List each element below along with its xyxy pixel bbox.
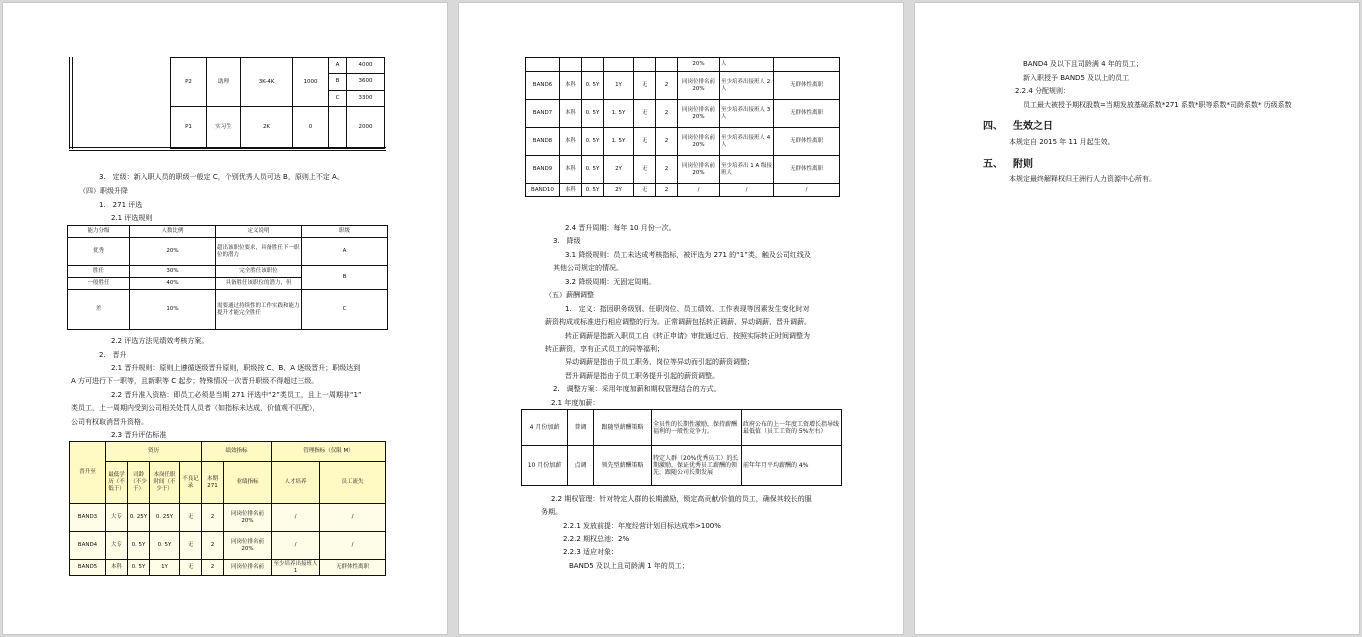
table-cell: 0. 25Y bbox=[150, 504, 180, 532]
table-cell bbox=[774, 58, 840, 72]
table-cell: A bbox=[329, 58, 347, 74]
table-cell: 无 bbox=[180, 532, 202, 560]
table-cell: 同岗位排名前 20% bbox=[678, 156, 720, 184]
table-cell: 需要通过持续性的工作实践和能力提升才能完全胜任 bbox=[216, 290, 302, 330]
paragraph: 转正调薪是指新入职员工自《转正申请》审批通过后，按照实际转正时间调整为 bbox=[565, 332, 810, 340]
table-cell: 4000 bbox=[347, 58, 385, 74]
table-cell: / bbox=[272, 532, 320, 560]
paragraph: 晋升调薪是指由于员工职务提升引起的薪资调整。 bbox=[565, 372, 719, 380]
document-page-1 bbox=[2, 2, 448, 635]
table-cell: / bbox=[272, 504, 320, 532]
table-cell: 3600 bbox=[347, 74, 385, 90]
table-cell: 2Y bbox=[604, 156, 634, 184]
table-cell: A bbox=[302, 238, 388, 266]
table-cell: 政府公布的上一年度工资增长指导线最低值（员工工资的 5%左右） bbox=[742, 410, 842, 446]
paragraph: 2. 调整方案：采用年度加薪和期权管理结合的方式。 bbox=[553, 385, 721, 393]
table-cell: 0 bbox=[293, 107, 329, 149]
section-number: 四、 bbox=[983, 121, 1003, 132]
paragraph: 2.2.3 适应对象： bbox=[563, 548, 619, 556]
table-cell: 3300 bbox=[347, 90, 385, 106]
table-cell: 无 bbox=[634, 184, 656, 197]
table-cell: 本科 bbox=[560, 128, 582, 156]
table-cell: 同岗位排名前 20% bbox=[224, 504, 272, 532]
table-cell: 本科 bbox=[560, 156, 582, 184]
paragraph: 本规定自 2015 年 11 月起生效。 bbox=[1009, 138, 1115, 146]
table-cell: 至少培养出接班人 1 bbox=[273, 560, 318, 574]
table-cell: 2 bbox=[656, 128, 678, 156]
table-header: 资历 bbox=[106, 442, 202, 462]
table-cell: 2000 bbox=[347, 107, 385, 149]
table-cell: 1Y bbox=[150, 560, 180, 576]
table-cell: BAND7 bbox=[526, 100, 560, 128]
paragraph: 2. 晋升 bbox=[99, 351, 127, 359]
table-cell: C bbox=[302, 290, 388, 330]
table-cell: 2 bbox=[202, 532, 224, 560]
table-cell: B bbox=[329, 74, 347, 90]
table-header: 本期 271 bbox=[202, 462, 224, 504]
table-cell: 至少培养出接班人 3 人 bbox=[720, 100, 774, 128]
table-cell: 前年年月平均薪酬的 4% bbox=[742, 446, 842, 486]
document-page-2 bbox=[458, 2, 904, 635]
paragraph: BAND5 及以上且司龄满 1 年的员工； bbox=[569, 562, 689, 570]
table-cell: 本科 bbox=[560, 72, 582, 100]
paragraph: 2.2.1 发放前提：年度经营计划目标达成率>100% bbox=[563, 522, 721, 530]
paragraph: 2.1 晋升规则：原则上遵循逐级晋升原则，职级按 C、B、A 逐级晋升；职级达到 bbox=[111, 364, 361, 372]
table-cell: / bbox=[774, 184, 840, 197]
table-cell: 2 bbox=[656, 100, 678, 128]
table-cell: BAND6 bbox=[526, 72, 560, 100]
table-cell: 无群体性离职 bbox=[774, 156, 840, 184]
table-border-left bbox=[69, 57, 73, 149]
paragraph: 2.2.4 分配规则： bbox=[1015, 87, 1071, 95]
table-header: 人数比例 bbox=[130, 226, 216, 238]
table-cell: 2 bbox=[202, 504, 224, 532]
table-cell: 同岗位排名前 bbox=[224, 560, 272, 576]
paragraph: 2.4 晋升周期：每年 10 月份一次。 bbox=[565, 224, 676, 232]
table-cell: 一般胜任 bbox=[68, 278, 130, 290]
table-cell: 10 月份加薪 bbox=[522, 446, 568, 486]
table-cell: 0. 5Y bbox=[582, 128, 604, 156]
table-cell: 1. 5Y bbox=[604, 100, 634, 128]
paragraph: 其他公司规定的情况。 bbox=[553, 264, 623, 272]
table-cell: 2Y bbox=[604, 184, 634, 197]
table-cell: 2 bbox=[656, 156, 678, 184]
table-cell: 本科 bbox=[106, 560, 128, 576]
paragraph: 2.2 晋升准入资格：即员工必须是当期 271 评选中“2”类员工，且上一周期非“1” bbox=[111, 391, 362, 399]
table-cell: 1Y bbox=[604, 72, 634, 100]
section-heading: 生效之日 bbox=[1013, 121, 1053, 132]
table-header: 业绩指标 bbox=[224, 462, 272, 504]
document-page-3 bbox=[914, 2, 1360, 635]
table-cell bbox=[656, 58, 678, 72]
table-cell: 同岗位排名前 20% bbox=[678, 128, 720, 156]
section-heading: 附则 bbox=[1013, 159, 1033, 170]
paragraph: 2.3 晋升评估标准 bbox=[111, 431, 167, 439]
table-cell: 0. 5Y bbox=[582, 72, 604, 100]
table-header: 本岗任职时间（不少于） bbox=[150, 462, 180, 504]
section-heading: （四）职级升降 bbox=[79, 187, 128, 195]
table-cell: 1000 bbox=[293, 58, 329, 107]
table-cell: B bbox=[302, 266, 388, 290]
table-cell: 2 bbox=[656, 72, 678, 100]
table-cell: 特定人群（20%优秀员工）的长期激励，保证优秀员工薪酬的领先，跟随公司长期发展 bbox=[652, 446, 742, 486]
table-cell: 至少培养出接班人 2 人 bbox=[720, 72, 774, 100]
paragraph: 2.2.2 期权总池：2% bbox=[563, 535, 630, 543]
section-heading: （五）薪酬调整 bbox=[545, 291, 594, 299]
table-cell: 20% bbox=[130, 238, 216, 266]
paragraph: 异动调薪是指由于员工职务、岗位等异动而引起的薪资调整； bbox=[565, 358, 754, 366]
table-cell: 大专 bbox=[106, 504, 128, 532]
table-cell bbox=[582, 58, 604, 72]
paragraph: 1. 271 评选 bbox=[99, 201, 143, 209]
table-cell: 0. 5Y bbox=[128, 560, 150, 576]
table-cell: 点调 bbox=[568, 446, 594, 486]
table-header: 绩效指标 bbox=[202, 442, 272, 462]
table-header: 能力分级 bbox=[68, 226, 130, 238]
table-cell: 1. 5Y bbox=[604, 128, 634, 156]
table-cell: 2 bbox=[656, 184, 678, 197]
table-cell: 0. 5Y bbox=[150, 532, 180, 560]
table-cell: 差 bbox=[68, 290, 130, 330]
table-cell: 4 月份加薪 bbox=[522, 410, 568, 446]
table-cell: 无 bbox=[634, 72, 656, 100]
table-cell bbox=[634, 58, 656, 72]
table-cell: 40% bbox=[130, 278, 216, 290]
table-cell: / bbox=[320, 532, 386, 560]
paragraph: 2.2 评选方法见绩效考核方案。 bbox=[111, 337, 209, 345]
table-header: 定义说明 bbox=[216, 226, 302, 238]
table-cell: P2 bbox=[171, 58, 207, 107]
paragraph: 3.1 降级规则：员工未达成考核指标，被评选为 271 的“1”类，触及公司红线及 bbox=[565, 251, 811, 259]
table-cell: 实习生 bbox=[207, 107, 241, 149]
table-cell bbox=[560, 58, 582, 72]
table-cell: P1 bbox=[171, 107, 207, 149]
paragraph: 员工最大被授予期权股数=当期发放基础系数*271 系数*职等系数*司龄系数* 历级系数 bbox=[1023, 101, 1292, 109]
table-header: 不良记录 bbox=[180, 462, 202, 504]
paragraph: BAND4 及以下且司龄满 4 年的员工； bbox=[1023, 60, 1143, 68]
paragraph: 本规定最终解释权归王洲行人力资源中心所有。 bbox=[1009, 175, 1156, 183]
paragraph: 3.2 降级周期：无固定周期。 bbox=[565, 278, 656, 286]
table-cell: / bbox=[678, 184, 720, 197]
annual-raise-table bbox=[521, 409, 842, 486]
table-cell: / bbox=[720, 184, 774, 197]
table-header: 管理指标（仅限 M） bbox=[272, 442, 386, 462]
section-number: 五、 bbox=[983, 159, 1003, 170]
table-cell: 完全胜任该职位 bbox=[216, 266, 302, 278]
table-cell: 无 bbox=[180, 504, 202, 532]
table-cell: 具备胜任该职位的潜力，但 bbox=[216, 278, 302, 290]
table-cell: 无 bbox=[634, 100, 656, 128]
promotion-criteria-table-continued bbox=[525, 57, 840, 197]
table-cell: / bbox=[320, 504, 386, 532]
table-cell: 助理 bbox=[207, 58, 241, 107]
paragraph: 类员工，上一周期内受到公司相关处罚人员者（如指标未达成，价值观不匹配）， bbox=[71, 404, 320, 412]
table-cell bbox=[329, 107, 347, 149]
table-cell: 超出该职位要求，具备胜任下一职位的潜力 bbox=[216, 238, 302, 266]
table-cell: 领先型薪酬策略 bbox=[594, 446, 652, 486]
table-cell: 本科 bbox=[560, 184, 582, 197]
table-cell: 无 bbox=[634, 128, 656, 156]
paragraph: 3. 定级：新入职人员的职级一般定 C，个别优秀人员可达 B，原则上不定 A。 bbox=[99, 173, 344, 181]
table-header: 职级 bbox=[302, 226, 388, 238]
table-header: 晋升至 bbox=[70, 442, 106, 504]
table-cell: BAND10 bbox=[526, 184, 560, 197]
paragraph: 公司有权取消晋升资格。 bbox=[71, 418, 148, 426]
table-cell: C bbox=[329, 90, 347, 106]
paragraph: 2.1 评选规则 bbox=[111, 214, 153, 222]
table-header: 人才培养 bbox=[272, 462, 320, 504]
table-cell: 0. 5Y bbox=[128, 532, 150, 560]
rating-table bbox=[67, 225, 388, 330]
table-cell: 无群体性离职 bbox=[774, 128, 840, 156]
table-header: 员工流失 bbox=[320, 462, 386, 504]
paragraph: 新入职授予 BAND5 及以上的员工 bbox=[1023, 74, 1130, 82]
table-cell: 无 bbox=[180, 560, 202, 576]
table-cell: 0. 5Y bbox=[582, 100, 604, 128]
table-cell: 0. 5Y bbox=[582, 184, 604, 197]
paragraph: A 方可进行下一职等，且新职等 C 起步；特殊情况一次晋升职级不得超过三级。 bbox=[71, 377, 319, 385]
paragraph: 务期。 bbox=[541, 508, 562, 516]
table-header: 最低学历（不低于） bbox=[106, 462, 128, 504]
table-cell: 3K-4K bbox=[241, 58, 293, 107]
salary-grade-table bbox=[170, 57, 385, 149]
table-cell: 胜任 bbox=[68, 266, 130, 278]
table-cell: 普调 bbox=[568, 410, 594, 446]
table-cell: BAND4 bbox=[70, 532, 106, 560]
table-cell: 2 bbox=[202, 560, 224, 576]
table-cell: 大专 bbox=[106, 532, 128, 560]
table-cell: 跟随型薪酬策略 bbox=[594, 410, 652, 446]
promotion-criteria-table bbox=[69, 441, 386, 576]
table-cell: 0. 25Y bbox=[128, 504, 150, 532]
table-cell: 优秀 bbox=[68, 238, 130, 266]
table-cell: 同岗位排名前 20% bbox=[678, 100, 720, 128]
table-cell: 无群体性离职 bbox=[320, 560, 386, 576]
table-cell: BAND5 bbox=[70, 560, 106, 576]
table-header: 司龄（不少于） bbox=[128, 462, 150, 504]
table-cell: 同岗位排名前 20% bbox=[224, 532, 272, 560]
table-cell bbox=[526, 58, 560, 72]
table-cell: 0. 5Y bbox=[582, 156, 604, 184]
table-cell: BAND9 bbox=[526, 156, 560, 184]
table-cell: 2K bbox=[241, 107, 293, 149]
table-cell: 无群体性离职 bbox=[774, 72, 840, 100]
paragraph: 2.2 期权管理：针对特定人群的长期激励，锁定高贡献/价值的员工，确保其较长的服 bbox=[551, 495, 812, 503]
table-cell: 同岗位排名前 20% bbox=[678, 72, 720, 100]
table-cell: 无群体性离职 bbox=[774, 100, 840, 128]
table-cell bbox=[604, 58, 634, 72]
table-cell: 全员性的长期性激励，保持薪酬福利的一般性竞争力。 bbox=[652, 410, 742, 446]
table-cell: 30% bbox=[130, 266, 216, 278]
paragraph: 2.1 年度加薪： bbox=[551, 399, 600, 407]
table-cell: 10% bbox=[130, 290, 216, 330]
table-cell: 人 bbox=[720, 58, 774, 72]
table-cell: 本科 bbox=[560, 100, 582, 128]
table-cell: 至少培养出接班人 4 人 bbox=[720, 128, 774, 156]
table-cell: 无 bbox=[634, 156, 656, 184]
paragraph: 3. 降级 bbox=[553, 237, 581, 245]
table-cell: BAND8 bbox=[526, 128, 560, 156]
paragraph: 薪资构成或标准进行相应调整的行为。正常调薪包括转正调薪、异动调薪、晋升调薪。 bbox=[545, 318, 811, 326]
paragraph: 1. 定义：指因职务级别、任职岗位、员工绩效、工作表现等因素发生变化时对 bbox=[565, 305, 810, 313]
table-cell: BAND3 bbox=[70, 504, 106, 532]
paragraph: 转正薪资，享有正式员工的同等福利； bbox=[545, 345, 664, 353]
table-cell: 至少培养出 1 A 级接班人 bbox=[720, 156, 774, 184]
table-cell: 20% bbox=[678, 58, 720, 72]
